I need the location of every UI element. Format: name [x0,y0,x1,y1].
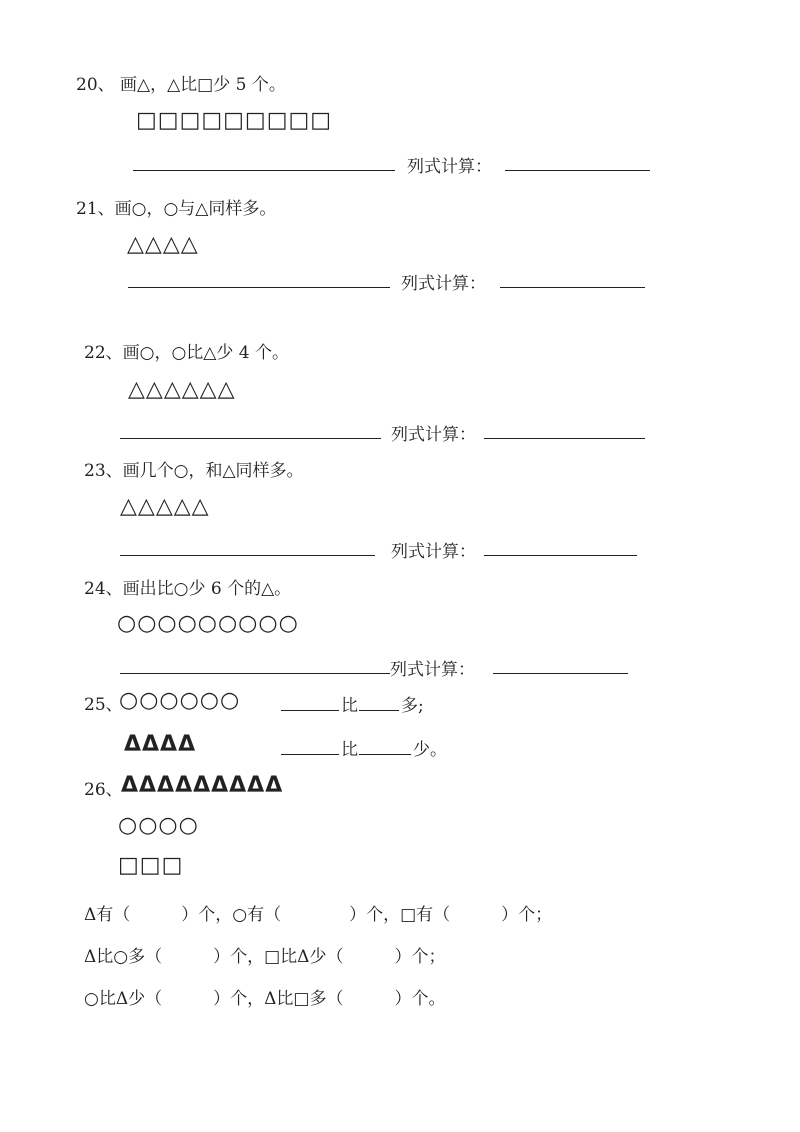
question-21-triangles: △△△△ [127,232,199,257]
question-22-drawing-line[interactable] [120,438,381,439]
question-20-formula-label: 列式计算： [407,157,492,177]
question-21-label: 21、画○，○与△同样多。 [76,199,277,219]
question-24-answer-line[interactable] [493,673,628,674]
question-23-answer-line[interactable] [484,555,637,556]
question-20-squares: □□□□□□□□□ [136,108,333,133]
question-24-circles: ○○○○○○○○○ [117,611,299,636]
question-21-formula-label: 列式计算： [401,274,486,294]
question-26-line-1: Δ有（ ）个，○有（ ）个，□有（ ）个； [84,905,553,925]
question-26-squares: □□□ [118,853,184,878]
question-25-blank-3[interactable] [281,754,339,755]
question-25-result-2: 少。 [413,740,447,760]
question-24-drawing-line[interactable] [120,673,390,674]
question-25-circles: ○○○○○○ [119,688,241,713]
question-21-answer-line[interactable] [500,287,645,288]
question-26-circles: ○○○○ [118,813,199,838]
question-25-blank-4[interactable] [359,754,411,755]
question-22-formula-label: 列式计算： [391,425,476,445]
question-25-blank-1[interactable] [281,710,339,711]
question-25-result-1: 多; [401,696,424,716]
question-22-triangles: △△△△△△ [128,377,236,402]
question-26-triangles: ΔΔΔΔΔΔΔΔΔ [121,773,284,798]
question-23-label: 23、画几个○，和△同样多。 [84,461,304,481]
question-26-line-3: ○比Δ少（ ）个，Δ比□多（ ）个。 [84,989,446,1009]
question-22-answer-line[interactable] [484,438,645,439]
question-20-label: 20、 画△，△比□少 5 个。 [76,75,286,95]
question-25-blank-2[interactable] [359,710,399,711]
question-25-compare-1: 比 [341,696,358,716]
question-26-line-2: Δ比○多（ ）个，□比Δ少（ ）个； [84,947,446,967]
question-25-label: 25、 [84,695,123,715]
question-26-label: 26、 [84,780,123,800]
question-25-triangles: ΔΔΔΔ [124,732,197,757]
question-24-formula-label: 列式计算： [390,660,475,680]
question-21-drawing-line[interactable] [128,287,390,288]
question-23-drawing-line[interactable] [120,555,375,556]
question-25-compare-2: 比 [341,740,358,760]
question-20-drawing-line[interactable] [133,170,395,171]
question-22-label: 22、画○，○比△少 4 个。 [84,343,289,363]
question-23-triangles: △△△△△ [120,494,210,519]
question-24-label: 24、画出比○少 6 个的△。 [84,579,292,599]
question-23-formula-label: 列式计算： [391,542,476,562]
question-20-answer-line[interactable] [505,170,650,171]
